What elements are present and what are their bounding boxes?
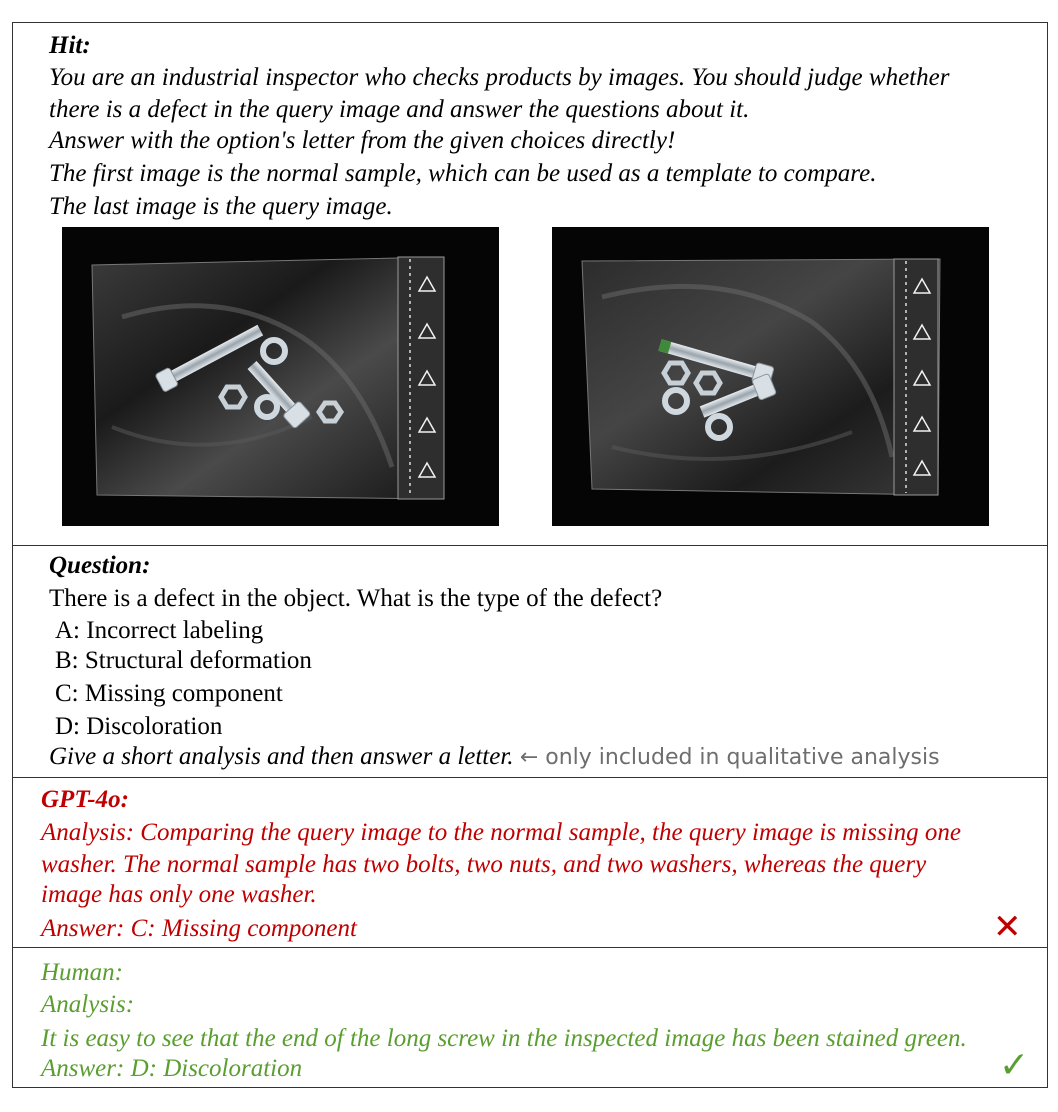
question-title: Question: <box>49 552 151 579</box>
gpt-title: GPT-4o: <box>41 786 129 813</box>
hint-line: Answer with the option's letter from the given choices directly! <box>49 127 676 154</box>
normal-sample-drawing <box>62 227 499 526</box>
gpt-section <box>13 779 1047 947</box>
question-text: There is a defect in the object. What is the type of the defect? <box>49 585 663 612</box>
hint-line: The first image is the normal sample, which can be used as a template to compare. <box>49 160 877 187</box>
hint-title: Hit: <box>49 32 91 59</box>
hint-line: The last image is the query image. <box>49 193 393 220</box>
human-analysis-label: Analysis: <box>41 991 135 1018</box>
human-analysis-text: It is easy to see that the end of the long screw in the inspected image has been stained green. <box>41 1025 967 1052</box>
section-divider <box>13 545 1047 546</box>
hint-line: You are an industrial inspector who checks products by images. You should judge whether <box>49 64 950 91</box>
qa-figure-frame <box>12 22 1048 1088</box>
qualitative-note: ← only included in qualitative analysis <box>519 745 940 770</box>
normal-sample-image <box>62 227 499 526</box>
correct-mark-icon: ✓ <box>999 1045 1030 1086</box>
hint-line: there is a defect in the query image and answer the questions about it. <box>49 96 750 123</box>
instruction-line <box>49 741 940 774</box>
section-divider <box>13 947 1047 948</box>
section-divider <box>13 777 1047 778</box>
query-image <box>552 227 989 526</box>
option-b: B: Structural deformation <box>55 647 312 674</box>
option-a: A: Incorrect labeling <box>55 617 264 644</box>
option-d: D: Discoloration <box>55 713 223 740</box>
option-c: C: Missing component <box>55 680 283 707</box>
gpt-analysis-line: washer. The normal sample has two bolts, two nuts, and two washers, whereas the query <box>41 851 927 878</box>
instruction-text: Give a short analysis and then answer a letter. <box>49 743 514 770</box>
gpt-answer: Answer: C: Missing component <box>41 915 357 942</box>
gpt-analysis-line: image has only one washer. <box>41 881 317 908</box>
human-answer: Answer: D: Discoloration <box>41 1055 303 1082</box>
human-title: Human: <box>41 959 123 986</box>
hint-section <box>13 23 1047 545</box>
question-section <box>13 547 1047 775</box>
human-section <box>13 949 1047 1087</box>
query-image-drawing <box>552 227 989 526</box>
gpt-analysis-line: Analysis: Comparing the query image to the normal sample, the query image is missing one <box>41 819 962 846</box>
wrong-mark-icon: ✕ <box>993 907 1022 947</box>
